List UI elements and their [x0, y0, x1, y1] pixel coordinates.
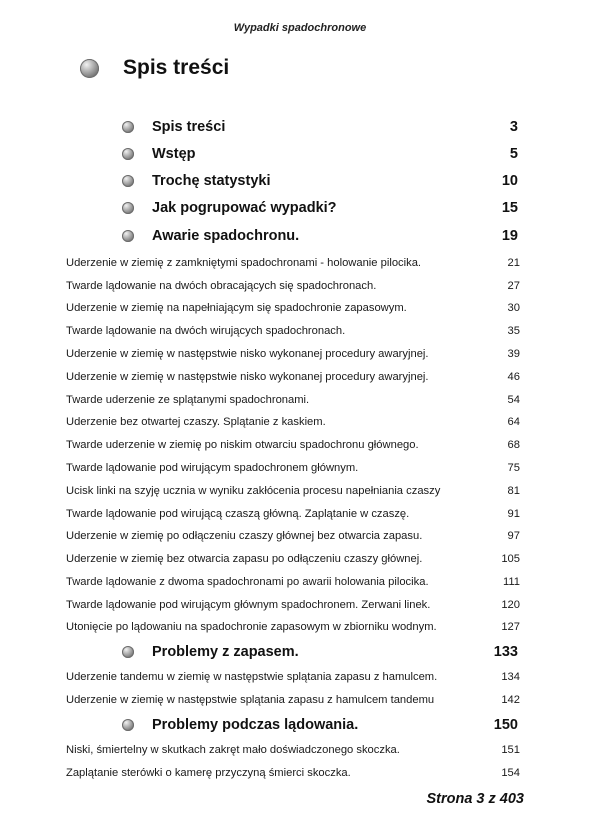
bullet-icon — [122, 175, 134, 187]
toc-section[interactable] — [122, 146, 518, 162]
toc-entry-page: 64 — [507, 416, 520, 428]
toc-entry-label: Twarde uderzenie ze splątanymi spadochronami. — [66, 394, 310, 406]
toc-entry-page: 127 — [501, 621, 520, 633]
bullet-icon — [122, 230, 134, 242]
toc-entry-label: Uderzenie w ziemię w następstwie nisko wykonanej procedury awaryjnej. — [66, 371, 429, 383]
toc-entry-page: 39 — [507, 348, 520, 360]
toc-section-label: Spis treści — [152, 119, 226, 135]
toc-entry-label: Zaplątanie sterówki o kamerę przyczyną śmierci skoczka. — [66, 767, 351, 779]
toc-entry[interactable] — [66, 325, 520, 337]
toc-section[interactable] — [122, 644, 518, 660]
toc-entry-page: 91 — [507, 508, 520, 520]
toc-section-page: 15 — [501, 200, 518, 216]
bullet-icon — [122, 121, 134, 133]
toc-entry[interactable] — [66, 439, 520, 451]
toc-entry-page: 27 — [507, 280, 520, 292]
toc-entry-page: 97 — [507, 530, 520, 542]
page-number-footer: Strona 3 z 403 — [426, 791, 524, 807]
toc-entry-page: 151 — [501, 744, 520, 756]
toc-entry-label: Twarde lądowanie na dwóch obracających się spadochronach. — [66, 280, 377, 292]
toc-entry[interactable] — [66, 671, 520, 683]
toc-section-label: Problemy z zapasem. — [152, 644, 299, 660]
toc-entry[interactable] — [66, 257, 520, 269]
toc-section-page: 10 — [501, 173, 518, 189]
toc-entry[interactable] — [66, 576, 520, 588]
toc-entry-page: 21 — [507, 257, 520, 269]
toc-entry[interactable] — [66, 394, 520, 406]
toc-entry[interactable] — [66, 302, 520, 314]
bullet-icon — [80, 59, 99, 78]
toc-entry-label: Uderzenie w ziemię na napełniającym się spadochronie zapasowym. — [66, 302, 407, 314]
toc-entry-page: 111 — [502, 576, 520, 588]
toc-entry-label: Twarde lądowanie pod wirującym spadochronem głównym. — [66, 462, 359, 474]
running-header: Wypadki spadochronowe — [233, 22, 367, 34]
toc-entry-label: Niski, śmiertelny w skutkach zakręt mało doświadczonego skoczka. — [66, 744, 400, 756]
toc-entry-label: Uderzenie w ziemię po odłączeniu czaszy głównej bez otwarcia zapasu. — [66, 530, 423, 542]
toc-entry[interactable] — [66, 553, 520, 565]
toc-entry[interactable] — [66, 371, 520, 383]
bullet-icon — [122, 646, 134, 658]
toc-section-page: 3 — [509, 119, 518, 135]
toc-section[interactable] — [122, 200, 518, 216]
toc-entry-label: Uderzenie bez otwartej czaszy. Splątanie z kaskiem. — [66, 416, 326, 428]
toc-section-page: 150 — [493, 717, 518, 733]
toc-entry[interactable] — [66, 280, 520, 292]
toc-entry[interactable] — [66, 485, 520, 497]
toc-entry-label: Uderzenie w ziemię w następstwie splątania zapasu z hamulcem tandemu — [66, 694, 435, 706]
toc-entry-page: 81 — [507, 485, 520, 497]
toc-entry-label: Twarde lądowanie z dwoma spadochronami po awarii holowania pilocika. — [66, 576, 429, 588]
toc-entry-label: Twarde lądowanie pod wirującym głównym spadochronem. Zerwani linek. — [66, 599, 431, 611]
toc-entry[interactable] — [66, 767, 520, 779]
toc-section-page: 5 — [509, 146, 518, 162]
toc-entry-page: 120 — [501, 599, 520, 611]
toc-entry-label: Utonięcie po lądowaniu na spadochronie zapasowym w zbiorniku wodnym. — [66, 621, 437, 633]
toc-entry-page: 142 — [501, 694, 520, 706]
toc-entry-page: 54 — [507, 394, 520, 406]
toc-section-page: 133 — [493, 644, 518, 660]
toc-entry[interactable] — [66, 530, 520, 542]
toc-entry-label: Twarde lądowanie pod wirującą czaszą główną. Zaplątanie w czaszę. — [66, 508, 410, 520]
toc-entry-page: 75 — [507, 462, 520, 474]
toc-entry-label: Uderzenie tandemu w ziemię w następstwie splątania zapasu z hamulcem. — [66, 671, 438, 683]
toc-section-label: Wstęp — [152, 146, 196, 162]
toc-entry[interactable] — [66, 694, 520, 706]
toc-section-page: 19 — [501, 228, 518, 244]
toc-section[interactable] — [122, 717, 518, 733]
toc-entry[interactable] — [66, 508, 520, 520]
toc-entry[interactable] — [66, 621, 520, 633]
toc-section[interactable] — [122, 173, 518, 189]
toc-entry-page: 68 — [507, 439, 520, 451]
toc-section-label: Problemy podczas lądowania. — [152, 717, 359, 733]
toc-entry[interactable] — [66, 416, 520, 428]
bullet-icon — [122, 148, 134, 160]
toc-section[interactable] — [122, 119, 518, 135]
toc-entry-page: 35 — [507, 325, 520, 337]
toc-entry[interactable] — [66, 348, 520, 360]
toc-section[interactable] — [122, 228, 518, 244]
toc-entry[interactable] — [66, 744, 520, 756]
toc-entry[interactable] — [66, 462, 520, 474]
toc-section-label: Jak pogrupować wypadki? — [152, 200, 337, 216]
toc-entry-page: 154 — [501, 767, 520, 779]
toc-entry-label: Uderzenie w ziemię z zamkniętymi spadochronami - holowanie pilocika. — [66, 257, 422, 269]
toc-section-label: Awarie spadochronu. — [152, 228, 300, 244]
toc-entry-label: Ucisk linki na szyję ucznia w wyniku zakłócenia procesu napełniania czaszy — [66, 485, 441, 497]
toc-entry-page: 30 — [507, 302, 520, 314]
bullet-icon — [122, 202, 134, 214]
toc-section-label: Trochę statystyki — [152, 173, 271, 189]
bullet-icon — [122, 719, 134, 731]
toc-entry-label: Twarde lądowanie na dwóch wirujących spadochronach. — [66, 325, 346, 337]
toc-entry-label: Twarde uderzenie w ziemię po niskim otwarciu spadochronu głównego. — [66, 439, 419, 451]
toc-entry-label: Uderzenie w ziemię bez otwarcia zapasu po odłączeniu czaszy głównej. — [66, 553, 423, 565]
toc-entry-page: 46 — [507, 371, 520, 383]
toc-entry-page: 134 — [501, 671, 520, 683]
page-title-row — [80, 56, 229, 80]
page-title: Spis treści — [123, 56, 230, 79]
toc-entry-page: 105 — [501, 553, 520, 565]
toc-entry[interactable] — [66, 599, 520, 611]
toc-entry-label: Uderzenie w ziemię w następstwie nisko wykonanej procedury awaryjnej. — [66, 348, 429, 360]
